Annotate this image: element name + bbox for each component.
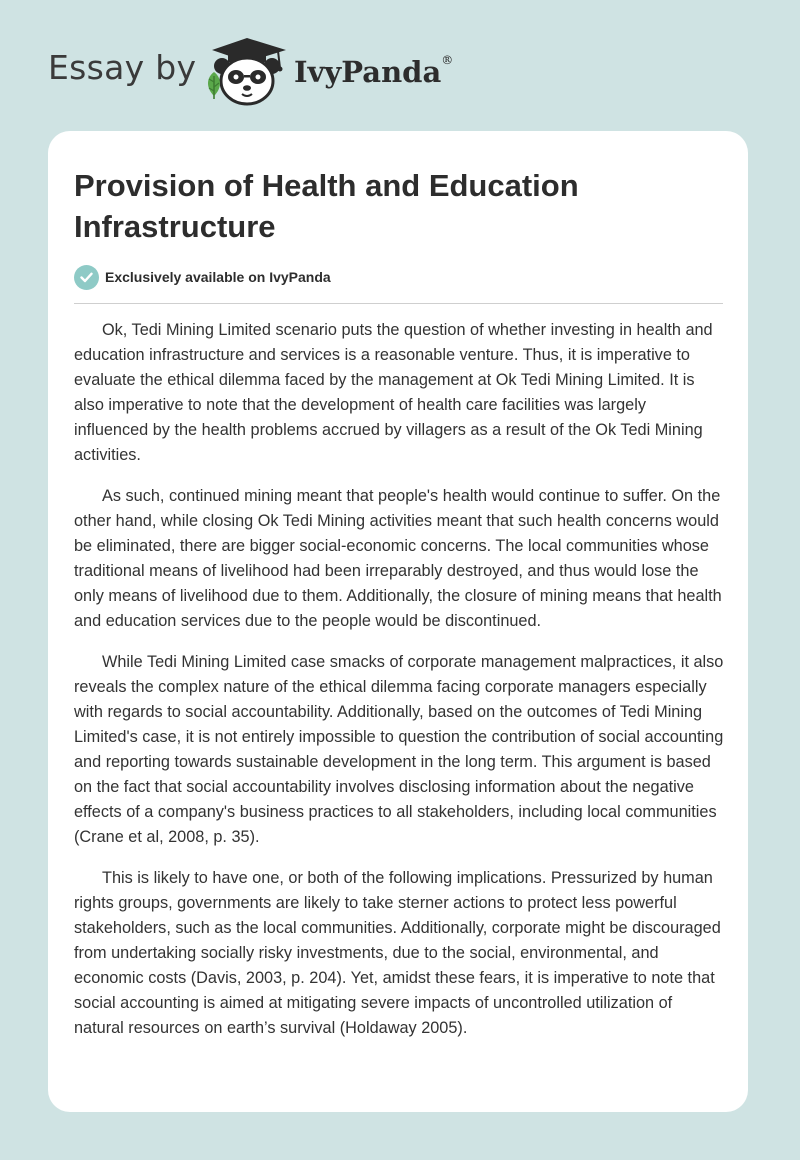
leaf-icon xyxy=(202,70,226,100)
article-body xyxy=(74,318,724,1057)
site-header xyxy=(0,0,800,130)
paragraph: While Tedi Mining Limited case smacks of corporate management malpractices, it also reveals the complex nature of the ethical dilemma facing corporate managers especially with regards to social accountability. Additionally, based on the outcomes of Tedi Mining Limited's case, it is not entirely impossible to question the contribution of social accounting and reporting towards sustainable development in the long term. This argument is based on the fact that social accountability involves disclosing information about the negative effects of a company's business practices to all stakeholders, including local communities (Crane et al, 2008, p. 35). xyxy=(74,653,724,846)
check-circle-icon xyxy=(74,265,99,290)
badge-label: Exclusively available on IvyPanda xyxy=(105,269,331,285)
paragraph: As such, continued mining meant that people's health would continue to suffer. On the other hand, while closing Ok Tedi Mining activities meant that such health concerns would be eliminated, there are bigger social-economic concerns. The local communities whose traditional means of livelihood had been irreparably destroyed, and thus would lose the only means of livelihood due to them. Additionally, the closure of mining means that health and education services due to the people would be discontinued. xyxy=(74,487,722,630)
paragraph: Ok, Tedi Mining Limited scenario puts the question of whether investing in health and education infrastructure and services is a reasonable venture. Thus, it is imperative to evaluate the ethical dilemma faced by the management at Ok Tedi Mining Limited. It is also imperative to note that the development of health care facilities was largely influenced by the health problems accrued by villagers as a result of the Ok Tedi Mining activities. xyxy=(74,321,713,464)
article-card xyxy=(48,131,748,1112)
exclusive-badge xyxy=(74,264,331,290)
registered-mark: ® xyxy=(441,53,454,67)
essay-by-label: Essay by xyxy=(48,48,197,87)
article-title: Provision of Health and Education Infrastructure xyxy=(74,168,579,244)
brand-name xyxy=(294,55,453,89)
divider xyxy=(74,303,723,304)
brand-text: IvyPanda xyxy=(294,55,442,89)
paragraph: This is likely to have one, or both of the following implications. Pressurized by human rights groups, governments are likely to take sterner actions to protect less powerful stakeholders, such as the local communities. Additionally, corporate might be discouraged from undertaking socially risky investments, due to the social, environmental, and economic costs (Davis, 2003, p. 204). Yet, amidst these fears, it is imperative to note that social accounting is aimed at mitigating severe impacts of uncontrolled utilization of natural resources on earth’s survival (Holdaway 2005). xyxy=(74,869,721,1037)
